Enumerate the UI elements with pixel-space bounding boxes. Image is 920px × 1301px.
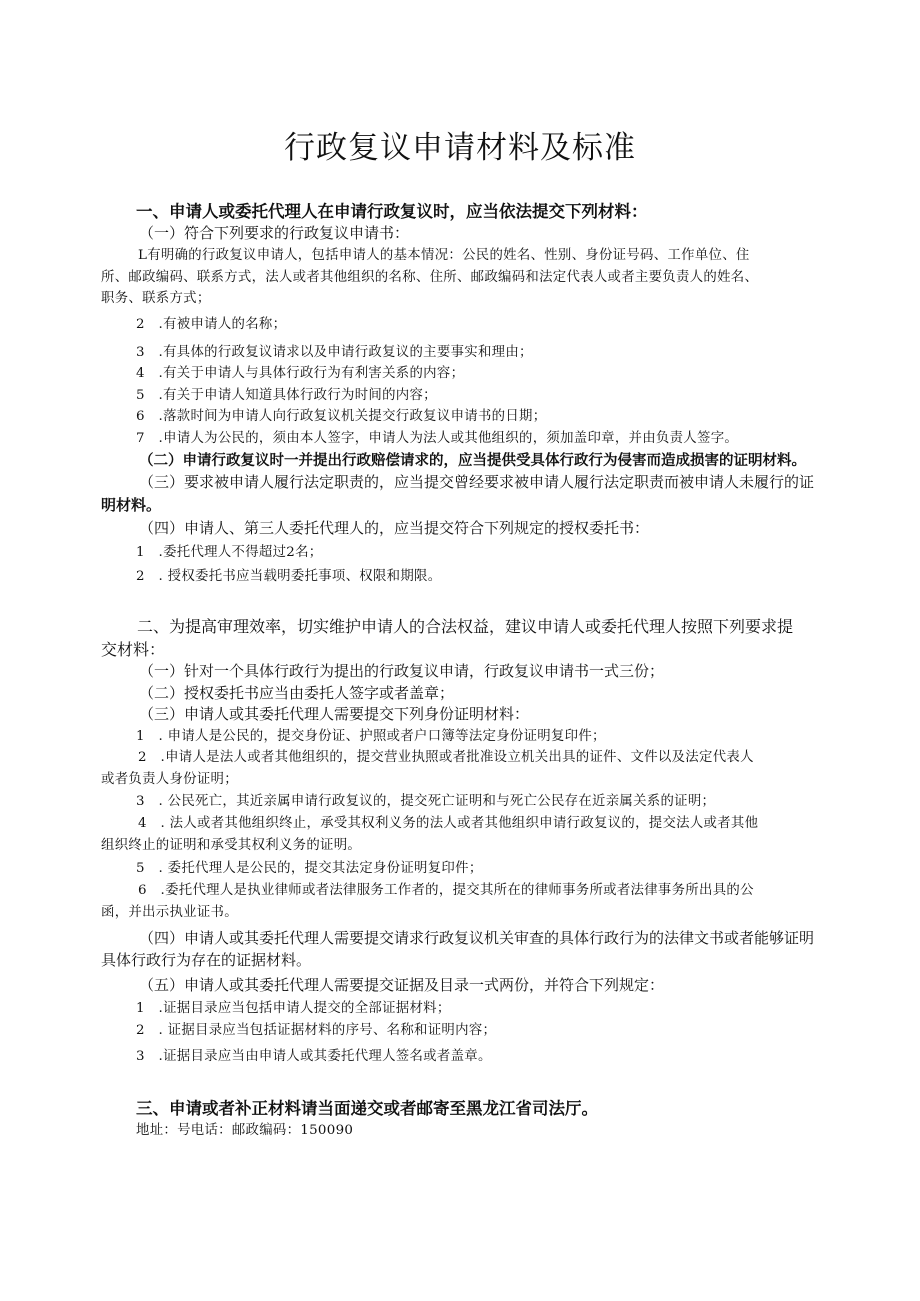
section-2-item-5: 5 . 委托代理人是公民的，提交其法定身份证明复印件； <box>136 861 483 876</box>
section-2-sub-5-item-2: 2 . 证据目录应当包括证据材料的序号、名称和证明内容； <box>136 1023 497 1038</box>
section-1-sub-3-line-1: （三）要求被申请人履行法定职责的，应当提交曾经要求被申请人履行法定职责而被申请人未履行的证 <box>139 474 815 491</box>
section-1-item-1-line-2: 所、邮政编码、联系方式，法人或者其他组织的名称、住所、邮政编码和法定代表人或者主要负责人的姓名、 <box>101 270 759 285</box>
section-1-sub-2: （二）申请行政复议时一并提出行政赔偿请求的，应当提供受具体行政行为侵害而造成损害的证明材料。 <box>139 453 806 469</box>
section-1-item-3: 3 .有具体的行政复议请求以及申请行政复议的主要事实和理由； <box>136 345 533 360</box>
section-2-item-6-line-1: 6 .委托代理人是执业律师或者法律服务工作者的，提交其所在的律师事务所或者法律事务所出具的公 <box>138 883 754 898</box>
section-2-sub-4-line-1: （四）申请人或其委托代理人需要提交请求行政复议机关审查的具体行政行为的法律文书或者能够证明 <box>139 930 815 947</box>
document-title: 行政复议申请材料及标准 <box>284 130 636 165</box>
section-1-sub-4-item-2: 2 . 授权委托书应当载明委托事项、权限和期限。 <box>136 569 442 584</box>
section-2-sub-3: （三）申请人或其委托代理人需要提交下列身份证明材料： <box>139 706 530 723</box>
section-2-heading-line-1: 二、为提高审理效率，切实维护申请人的合法权益，建议申请人或委托代理人按照下列要求提 <box>137 619 794 636</box>
section-2-sub-5-item-3: 3 .证据目录应当由申请人或其委托代理人签名或者盖章。 <box>136 1049 492 1064</box>
section-2-sub-5: （五）申请人或其委托代理人需要提交证据及目录一式两份，并符合下列规定： <box>139 977 665 994</box>
section-2-heading-line-2: 交材料： <box>101 642 166 659</box>
section-2-sub-2: （二）授权委托书应当由委托人签字或者盖章； <box>139 685 455 702</box>
section-1-item-1-line-3: 职务、联系方式； <box>101 291 211 306</box>
section-2-item-2-line-2: 或者负责人身份证明； <box>101 772 238 787</box>
section-2-item-4-line-1: 4 . 法人或者其他组织终止，承受其权利义务的法人或者其他组织申请行政复议的，提交法人或者其他 <box>138 816 759 831</box>
section-2-item-1: 1 . 申请人是公民的，提交身份证、护照或者户口簿等法定身份证明复印件； <box>136 729 606 744</box>
section-1-heading: 一、申请人或委托代理人在申请行政复议时，应当依法提交下列材料： <box>136 203 648 221</box>
section-1-sub-3-line-2: 明材料。 <box>101 497 162 514</box>
section-2-sub-5-item-1: 1 .证据目录应当包括申请人提交的全部证据材料； <box>136 1001 451 1016</box>
section-3-address: 地址：号电话：邮政编码：150090 <box>136 1123 354 1138</box>
section-1-sub-1: （一）符合下列要求的行政复议申请书： <box>139 225 410 242</box>
section-1-item-7: 7 .申请人为公民的，须由本人签字，申请人为法人或其他组织的，须加盖印章，并由负责人签字。 <box>136 431 739 446</box>
section-2-item-2-line-1: 2 .申请人是法人或者其他组织的，提交营业执照或者批准设立机关出具的证件、文件以及法定代表人 <box>138 750 754 765</box>
section-1-item-6: 6 .落款时间为申请人向行政复议机关提交行政复议申请书的日期； <box>136 409 547 424</box>
section-2-item-3: 3 . 公民死亡，其近亲属申请行政复议的，提交死亡证明和与死亡公民存在近亲属关系的证明； <box>136 794 716 809</box>
section-1-item-2: 2 .有被申请人的名称； <box>136 317 287 332</box>
section-2-sub-1: （一）针对一个具体行政行为提出的行政复议申请，行政复议申请书一式三份； <box>139 663 665 680</box>
section-1-item-5: 5 .有关于申请人知道具体行政行为时间的内容； <box>136 388 437 403</box>
section-1-sub-4: （四）申请人、第三人委托代理人的，应当提交符合下列规定的授权委托书： <box>139 520 650 537</box>
section-2-item-4-line-2: 组织终止的证明和承受其权利义务的证明。 <box>101 838 362 853</box>
section-2-item-6-line-2: 函，并出示执业证书。 <box>101 905 238 920</box>
section-2-sub-4-line-2: 具体行政行为存在的证据材料。 <box>101 952 312 969</box>
section-1-sub-4-item-1: 1 .委托代理人不得超过2名； <box>136 545 323 560</box>
section-1-item-1-line-1: L有明确的行政复议申请人，包括申请人的基本情况：公民的姓名、性别、身份证号码、工作单位、住 <box>138 248 750 263</box>
section-3-heading: 三、申请或者补正材料请当面递交或者邮寄至黑龙江省司法厅。 <box>136 1100 598 1118</box>
section-1-item-4: 4 .有关于申请人与具体行政行为有利害关系的内容； <box>136 366 465 381</box>
